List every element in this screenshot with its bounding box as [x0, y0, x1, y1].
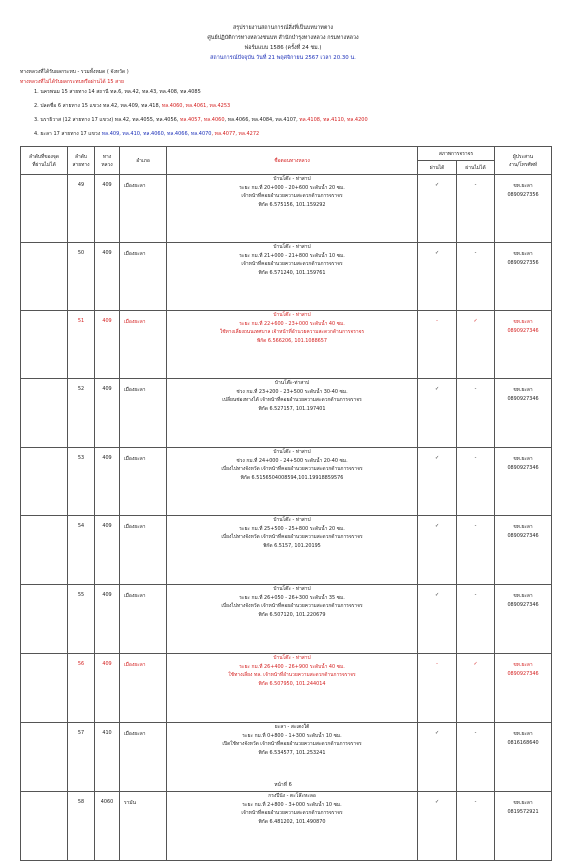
cell-pass: ✓ [418, 792, 457, 861]
cell-pass: ✓ [418, 175, 457, 243]
col-header-segment: ชื่อตอนทางหลวง [167, 147, 418, 175]
cell-nopass: - [457, 448, 495, 516]
segment-title: บ้านโต๊ะ - ท่าสาป [273, 655, 311, 661]
intro-summary: ทางหลวงที่ได้รับผลกระทบ - รวมทั้งหมด ( จังหวัด ) [20, 69, 129, 75]
segment-title: บ้านโต๊ะ - ท่าสาป [273, 517, 311, 523]
segment-coord: พิกัด 6.481202, 101.490870 [258, 818, 326, 825]
cell-sequence [21, 175, 68, 243]
segment-note: เบี่ยงไปทางจังหวัด เจ้าหน้าที่คอยอำนวยความสะดวกด้านการจราจร [221, 603, 363, 609]
segment-coord: พิกัด 6.507120, 101.220679 [258, 611, 326, 618]
contact-phone: 0816168640 [507, 739, 539, 746]
cell-area: เมืองยะลา [120, 654, 167, 723]
segment-coord: พิกัด 6.534577, 101.253241 [258, 749, 326, 756]
cell-sequence [21, 311, 68, 379]
cell-segment [167, 448, 418, 516]
cell-order: 54 [68, 516, 95, 585]
cell-route: 409 [95, 585, 120, 654]
cell-pass: ✓ [418, 243, 457, 311]
cell-area: เมืองยะลา [120, 723, 167, 792]
contact-phone: 0890927346 [507, 395, 539, 402]
intro-item-text: นราธิวาส (12 สายทาง 17 แขวง) ทล.42, ทล.4055, ทล.4056, [40, 117, 180, 123]
cell-sequence [21, 448, 68, 516]
cell-order: 51 [68, 311, 95, 379]
intro-item-num: 4. [34, 131, 39, 137]
cell-nopass: - [457, 175, 495, 243]
intro-item-blue: ทล.409, ทล.410, ทล.4060, ทล.4066, ทล.4070 [101, 131, 212, 137]
table-row [21, 175, 552, 243]
cell-contact [495, 175, 552, 243]
segment-km: ช่วง กม.ที่ 23+200 - 23+500 ระดับน้ำ 30-40 ซม. [236, 388, 348, 395]
cell-sequence [21, 585, 68, 654]
contact-office: ขท.ยะลา [513, 251, 533, 257]
contact-office: ขท.ยะลา [513, 456, 533, 462]
intro-item-red2: ทล.4108, ทล.4110, ทล.4200 [299, 117, 368, 123]
report-title: สรุปรายงานสถานการณ์สิ่งที่เป็นบทบาทตาง [232, 25, 334, 31]
contact-office: ขท.ยะลา [513, 593, 533, 599]
cell-order: 50 [68, 243, 95, 311]
contact-office: ขท.ยะลา [513, 800, 533, 806]
cell-order: 52 [68, 379, 95, 448]
flood-status-table [20, 146, 552, 861]
segment-km: ช่วง กม.ที่ 24+000 - 24+500 ระดับน้ำ 20-40 ซม. [236, 457, 348, 464]
cell-nopass: ✓ [457, 654, 495, 723]
cell-segment [167, 585, 418, 654]
col-header-contact: ผู้ประสาน งาน/โทรศัพท์ [495, 147, 552, 175]
intro-item-red: , ทล.4077, ทล.4272 [211, 131, 260, 137]
col-header-area: อำเภอ [120, 147, 167, 175]
contact-phone: 0890927346 [507, 670, 539, 677]
cell-sequence [21, 654, 68, 723]
intro-item-2 [34, 103, 230, 110]
cell-contact [495, 654, 552, 723]
cell-contact [495, 243, 552, 311]
segment-km: ระยะ กม.ที่ 26+050 - 26+300 ระดับน้ำ 35 ซม. [239, 594, 345, 601]
intro-passable-text: ทางหลวงที่ไม่ได้รับผลกระทบหรือผ่านได้ 15 สาย [20, 79, 124, 85]
col-header-sequence: ลำดับที่ของจุด ที่ผ่านไม่ได้ [21, 147, 68, 175]
contact-office: ขท.ยะลา [513, 524, 533, 530]
contact-office: ขท.ยะลา [513, 319, 533, 325]
cell-nopass: - [457, 792, 495, 861]
cell-sequence [21, 516, 68, 585]
contact-phone: 0890927356 [507, 191, 539, 198]
segment-km: ระยะ กม.ที่ 21+000 - 21+800 ระดับน้ำ 10 ซม. [239, 252, 345, 259]
cell-pass: ✓ [418, 585, 457, 654]
segment-title: บ้านโต๊ะ - ท่าสาป [273, 244, 311, 250]
report-datetime: สถานการณ์ปัจจุบัน วันที่ 21 พฤศจิกายน 2567 เวลา 20.30 น. [210, 55, 356, 61]
cell-pass: ✓ [418, 723, 457, 792]
cell-order: 56 [68, 654, 95, 723]
intro-item-num: 3. [34, 117, 39, 123]
segment-title: บ้านโต๊ะ - ท่าสาป [273, 176, 311, 182]
intro-item-num: 1. [34, 89, 39, 95]
cell-segment [167, 516, 418, 585]
segment-note: เจ้าหน้าที่คอยอำนวยความสะดวกด้านการจราจร [241, 810, 343, 816]
cell-pass: ✓ [418, 516, 457, 585]
segment-coord: พิกัด 6.5157, 101.20195 [263, 542, 321, 549]
segment-title: บ้านโต๊ะ-ท่าสาป [274, 380, 310, 386]
page-number: หน้าที่ 6 [274, 782, 292, 788]
cell-contact [495, 792, 552, 861]
cell-segment [167, 654, 418, 723]
segment-note: เปลี่ยนช่องทางได้ เจ้าหน้าที่คอยอำนวยความสะดวกด้านการจราจร [222, 397, 362, 403]
cell-sequence [21, 243, 68, 311]
cell-contact [495, 311, 552, 379]
segment-title: ยะลา - สะเตงใต้ [274, 724, 310, 730]
intro-item-red: ทล.4057, ทล.4060 [180, 117, 225, 123]
col-header-route: ทาง หลวง [95, 147, 120, 175]
segment-coord: พิกัด 6.566206, 101.1088657 [256, 337, 328, 344]
cell-nopass: ✓ [457, 311, 495, 379]
intro-item-4 [34, 131, 259, 138]
cell-area: เมืองยะลา [120, 379, 167, 448]
segment-km: ระยะ กม.ที่ 25+500 - 25+800 ระดับน้ำ 20 ซม. [239, 525, 345, 532]
cell-order: 55 [68, 585, 95, 654]
contact-office: ขท.ยะลา [513, 387, 533, 393]
cell-contact [495, 516, 552, 585]
segment-title: บ้านโต๊ะ - ท่าสาป [273, 586, 311, 592]
segment-coord: พิกัด 6.507950, 101.244014 [258, 680, 326, 687]
segment-note: เจ้าหน้าที่คอยอำนวยความสะดวกด้านการจราจร [241, 193, 343, 199]
segment-km: ระยะ กม.ที่ 22+600 - 23+000 ระดับน้ำ 40 ซม. [239, 320, 345, 327]
cell-pass: - [418, 311, 457, 379]
cell-pass: - [418, 654, 457, 723]
intro-item-1 [34, 89, 201, 96]
intro-item-text2: , ทล.4066, ทล.4084, ทล.4107, [224, 117, 300, 123]
cell-area: เมืองยะลา [120, 243, 167, 311]
cell-route: 409 [95, 311, 120, 379]
col-header-pass: ผ่านได้ [418, 161, 457, 175]
intro-passable [20, 79, 124, 86]
cell-route: 409 [95, 175, 120, 243]
segment-km: ระยะ กม.ที่ 20+000 - 20+600 ระดับน้ำ 20 ซม. [239, 184, 345, 191]
contact-phone: 0890927346 [507, 327, 539, 334]
segment-note: เปิดใช้ทางจังหวัด เจ้าหน้าที่คอยอำนวยความสะดวกด้านการจราจร [222, 741, 362, 747]
cell-route: 409 [95, 448, 120, 516]
cell-route: 410 [95, 723, 120, 792]
cell-segment [167, 311, 418, 379]
cell-contact [495, 448, 552, 516]
cell-route: 409 [95, 379, 120, 448]
cell-contact [495, 585, 552, 654]
table-body [21, 175, 552, 861]
col-header-status: สภาพการจราจร [418, 147, 495, 161]
cell-nopass: - [457, 243, 495, 311]
col-header-nopass: ผ่านไม่ได้ [457, 161, 495, 175]
col-header-order: ลำดับ สายทาง [68, 147, 95, 175]
contact-phone: 0890927356 [507, 259, 539, 266]
cell-route: 409 [95, 654, 120, 723]
cell-area: เมืองยะลา [120, 516, 167, 585]
cell-sequence [21, 379, 68, 448]
cell-order: 58 [68, 792, 95, 861]
table-row [21, 654, 552, 723]
cell-order: 57 [68, 723, 95, 792]
cell-area: รามัน [120, 792, 167, 861]
segment-note: ใช้ทางเลี่ยง ทล. เจ้าหน้าที่อำนวยความสะดวกด้านการจราจร [228, 672, 356, 678]
cell-route: 409 [95, 516, 120, 585]
table-row [21, 792, 552, 861]
cell-contact [495, 379, 552, 448]
segment-note: เบี่ยงไปทางจังหวัด เจ้าหน้าที่คอยอำนวยความสะดวกด้านการจราจร [221, 534, 363, 540]
cell-segment [167, 175, 418, 243]
cell-nopass: - [457, 723, 495, 792]
segment-km: ระยะ กม.ที่ 0+800 - 1+300 ระดับน้ำ 10 ซม. [242, 732, 342, 739]
cell-pass: ✓ [418, 379, 457, 448]
segment-coord: พิกัด 6.575156, 101.159292 [258, 201, 326, 208]
segment-title: บ้านโต๊ะ - ท่าสาป [273, 312, 311, 318]
contact-office: ขท.ยะลา [513, 183, 533, 189]
table-row [21, 585, 552, 654]
cell-nopass: - [457, 379, 495, 448]
contact-phone: 0890927346 [507, 464, 539, 471]
intro-item-text: ยะลา 17 สายทาง 17 แขวง [40, 131, 102, 137]
contact-phone: 0890927346 [507, 601, 539, 608]
intro-item-red: ทล.4060, ทล.4061, ทล.4253 [161, 103, 231, 109]
contact-phone: 0890927346 [507, 532, 539, 539]
cell-segment [167, 792, 418, 861]
cell-route: 4060 [95, 792, 120, 861]
contact-office: ขท.ยะลา [513, 731, 533, 737]
cell-order: 53 [68, 448, 95, 516]
segment-title: บ้านโต๊ะ - ท่าสาป [273, 449, 311, 455]
cell-area: เมืองยะลา [120, 311, 167, 379]
segment-title: กรงปีนัง - ตะโล๊ะหะลอ [268, 793, 316, 799]
cell-area: เมืองยะลา [120, 448, 167, 516]
cell-area: เมืองยะลา [120, 175, 167, 243]
segment-coord: พิกัด 6.527157, 101.197401 [258, 405, 326, 412]
cell-nopass: - [457, 585, 495, 654]
cell-sequence [21, 792, 68, 861]
table-row [21, 311, 552, 379]
cell-route: 409 [95, 243, 120, 311]
intro-item-text: ปลดชื่อ 6 สายทาง 15 แขวง ทล.42, ทล.409, ทล.418, [40, 103, 162, 109]
intro-item-num: 2. [34, 103, 39, 109]
cell-segment [167, 379, 418, 448]
report-agency: ศูนย์ปฏิบัติการทางหลวงชนบท สำนักบำรุงทางหลวง กรมทางหลวง [207, 35, 359, 41]
segment-note: เบี่ยงไปทางจังหวัด เจ้าหน้าที่คอยอำนวยความสะดวกด้านการจราจร [221, 466, 363, 472]
cell-order: 49 [68, 175, 95, 243]
cell-area: เมืองยะลา [120, 585, 167, 654]
segment-note: เจ้าหน้าที่คอยอำนวยความสะดวกด้านการจราจร [241, 261, 343, 267]
contact-phone: 0819572921 [507, 808, 539, 815]
cell-pass: ✓ [418, 448, 457, 516]
segment-coord: พิกัด 6.571240, 101.159761 [258, 269, 326, 276]
table-row [21, 379, 552, 448]
cell-nopass: - [457, 516, 495, 585]
table-row [21, 243, 552, 311]
contact-office: ขท.ยะลา [513, 662, 533, 668]
table-row [21, 448, 552, 516]
table-row [21, 516, 552, 585]
segment-km: ระยะ กม.ที่ 26+400 - 26+900 ระดับน้ำ 40 ซม. [239, 663, 345, 670]
cell-segment [167, 243, 418, 311]
segment-note: ใช้ทางเลี่ยงถนนเทศบาล เจ้าหน้าที่อำนวยความสะดวกด้านการจราจร [219, 329, 365, 335]
intro-item-3 [34, 117, 368, 124]
segment-km: ระยะ กม.ที่ 2+800 - 3+000 ระดับน้ำ 10 ซม. [242, 801, 342, 808]
segment-coord: พิกัด 6.5156504008594,101.19918859576 [240, 474, 344, 481]
intro-item-text: นครพนม 15 สายทาง 14 สถานี ทล.6, ทล.42, ทล.43, ทล.408, ทล.4085 [40, 89, 201, 95]
report-form: ฟอร์มแบบ 1586 (ครั้งที่ 24 ชม.) [244, 45, 322, 51]
